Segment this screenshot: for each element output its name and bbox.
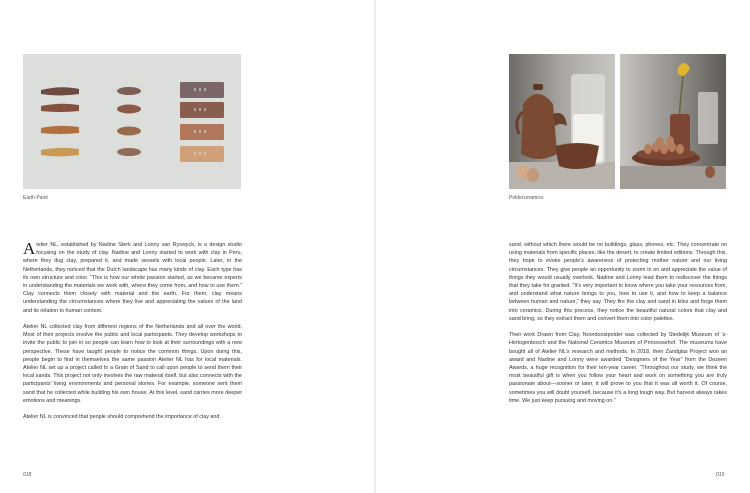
right-paragraph-2: Their work Drawn from Clay, Noordoostpolder was collected by Stedelijk Museum of ’s-Hertogenbosch and the National Ceramics Museum of Princessehof. The museums have bought all of Atelier NL’s research and methods. In 2018, their Zandglas Project won an award and Nadine and Lonny were awarded “Designers of the Year” from the Dezeen Awards, a huge recognition for their ten-year career. “Throughout our study, we think the most beautiful gift is when you follow your heart and work on something you are truly passionate about—sooner or later, it will prove to you that it was all worth it. Of course, sometimes you will doubt yourself, because it’s a long tough way. But harvest always takes time. We just keep pursuing and moving on.” [509, 332, 727, 404]
bowls-still-life-illustration [620, 54, 726, 189]
image-caption-left: Earth Paint [23, 195, 48, 201]
left-paragraph-1-text: telier NL, established by Nadine Sterk and Lonny van Ryswyck, is a design studio focusing on the study of clay. Nadine and Lonny started to work with clay in Peru, where they dug clay, prepared it, and made vessels with local people. Later, in the Netherlands, they noticed that the Dutch landscape has many kinds of clay. Each type has its own structure and color. “This is how our whole passion started, as we became experts in understanding the materials we work with, where they come from, and how to use them.” Clay connects them closely with material and the earth. For them, clay means understanding the circumstances where they live and appreciating the values of the land and its relation to human context. [23, 242, 242, 314]
left-paragraph-2: Atelier NL collected clay from different regions of the Netherlands and all over the world. Most of their projects involve the public and local participants. They develop workshops to invite the public to join in so people can learn how to look at their surroundings with a new perspective. These have taught people to notice the common things. Upon doing this, people begin to find in themselves the same passion Atelier NL has for local materials. Atelier NL set up a project called In a Grain of Sand to call upon people to send them their local sands. This project not only involves the raw material itself, but also connects with the participants’ living environments and personal stories. For example, someone sent them sand that he collected while building his own house. At this level, sand carries more deeper emotions and meanings. [23, 324, 242, 404]
polderceramics-photo-left [509, 54, 615, 189]
page-number-left: 018 [23, 472, 32, 478]
earth-paint-illustration [23, 54, 241, 189]
right-body-text [509, 241, 727, 413]
image-caption-right: Polderceramics [509, 195, 544, 201]
polderceramics-photo-right [620, 54, 726, 189]
right-paragraph-1: sand, without which there would be no buildings, glass, phones, etc. They concentrate on using materials from specific places, like the desert, to create limited editions. Through this, they hope to evoke people’s awareness of protecting mother nature and our living circumstances. They give people an opportunity to zoom in on and appreciate the value of things they would usually overlook. Nadine and Lonny lead them to rediscover the things that they take for granted. “It’s very important to know where you take your resources from, and understand what nature brings to you, how to use it, and how to keep a balance between human and nature,” they say. They fire the clay and sand in kilns and forge them into ceramics. During this process, they notice the beautiful natural colors that clay and sand bring, so they extract them and convert them into color palettes. [509, 242, 727, 322]
book-gutter [374, 0, 376, 493]
teapot-still-life-illustration [509, 54, 615, 189]
left-body-text [23, 241, 242, 430]
dropcap: A [23, 239, 36, 258]
left-paragraph-3: Atelier NL is convinced that people should comprehend the importance of clay and [23, 414, 220, 421]
earth-paint-photo [23, 54, 241, 189]
page-number-right: 019 [716, 472, 725, 478]
left-paragraph-1 [23, 241, 242, 315]
